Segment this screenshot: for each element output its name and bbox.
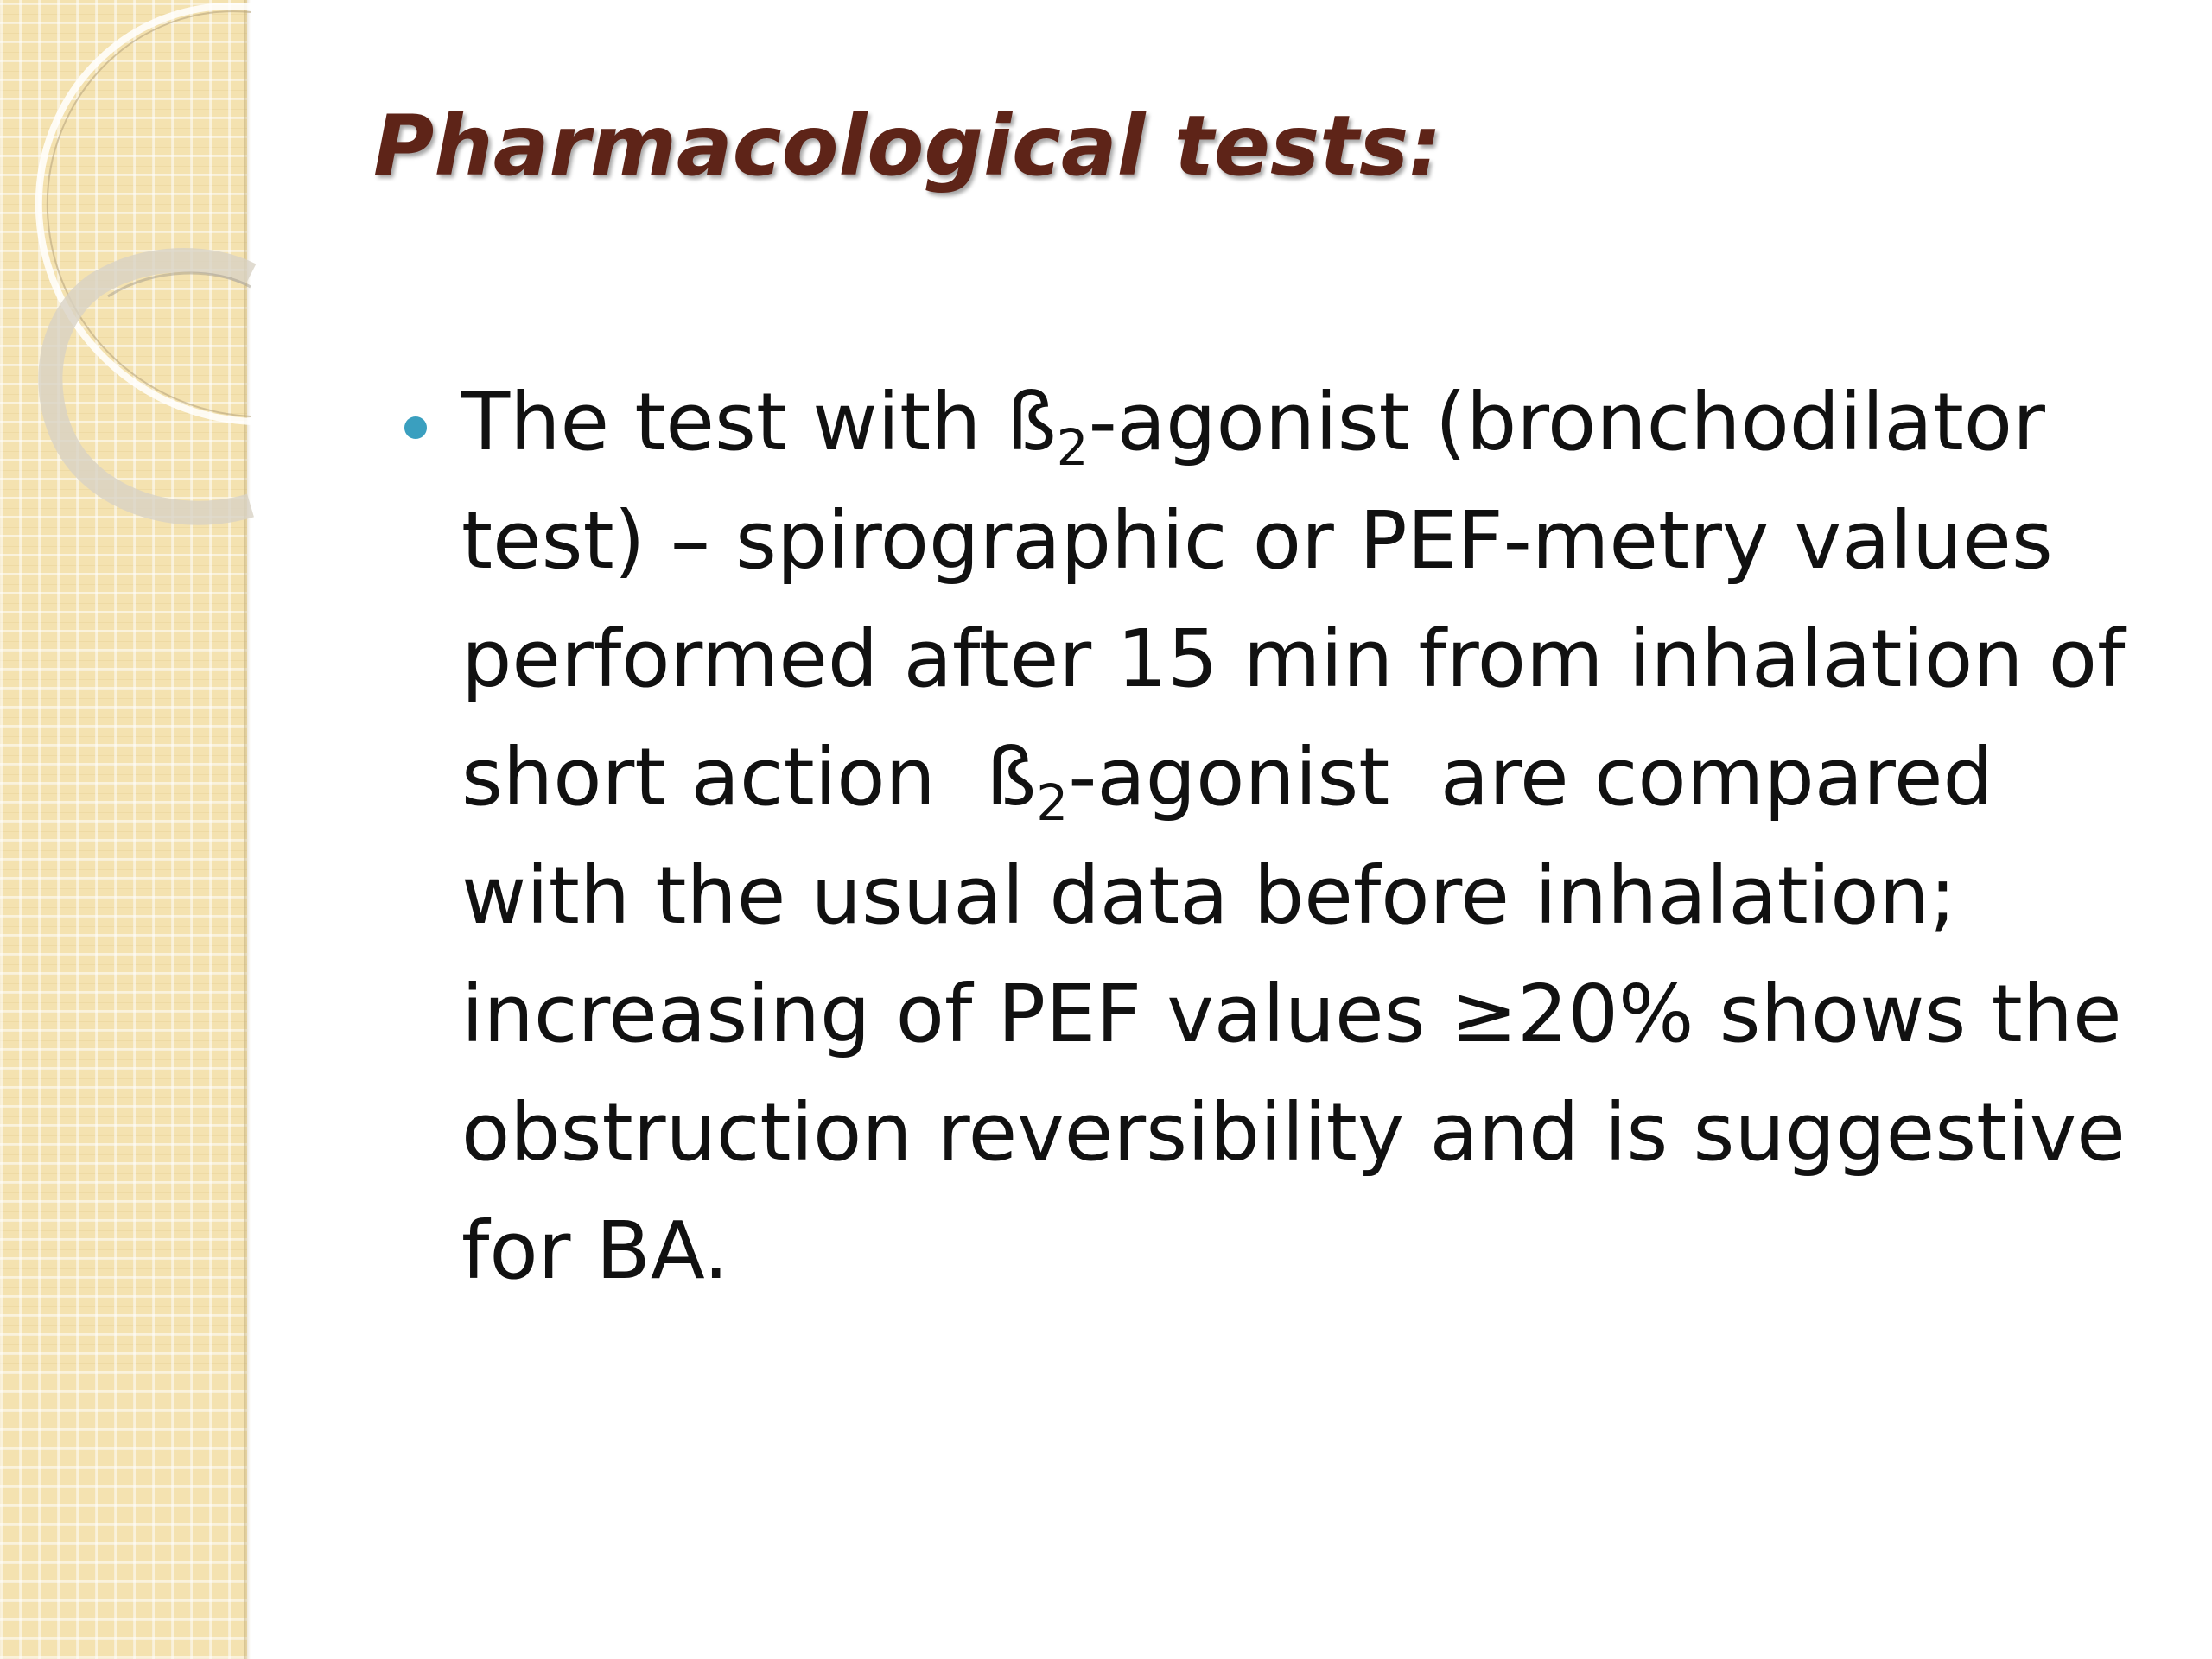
text-line-4 (461, 718, 2167, 836)
text-line-3: performed after 15 min from inhalation of (461, 613, 2126, 705)
bullet-dot-icon (404, 416, 427, 439)
text-segment: short action ß (461, 731, 1037, 823)
text-line-7: obstruction reversibility and is suggestive (461, 1086, 2126, 1179)
text-line-1 (461, 363, 2167, 481)
subscript: 2 (1036, 773, 1069, 832)
large-ring-arc (39, 6, 251, 422)
decorative-rings (0, 0, 259, 553)
text-line-5: with the usual data before inhalation; (461, 849, 1956, 942)
text-line-8: for BA. (461, 1205, 729, 1297)
subscript: 2 (1056, 418, 1089, 477)
bullet-text (461, 363, 2167, 1310)
bullet-list (404, 363, 2167, 1310)
bullet-item (404, 363, 2167, 1310)
text-line-6: increasing of PEF values ≥20% shows the (461, 968, 2122, 1060)
text-segment: -agonist (bronchodilator (1088, 376, 2045, 468)
text-segment: The test with ß (461, 376, 1057, 468)
slide-title: Pharmacological tests: (373, 98, 1442, 194)
text-segment: -agonist are compared (1068, 731, 1993, 823)
large-ring-arc-shadow (48, 11, 251, 416)
text-line-2: test) – spirographic or PEF-metry values (461, 494, 2053, 587)
